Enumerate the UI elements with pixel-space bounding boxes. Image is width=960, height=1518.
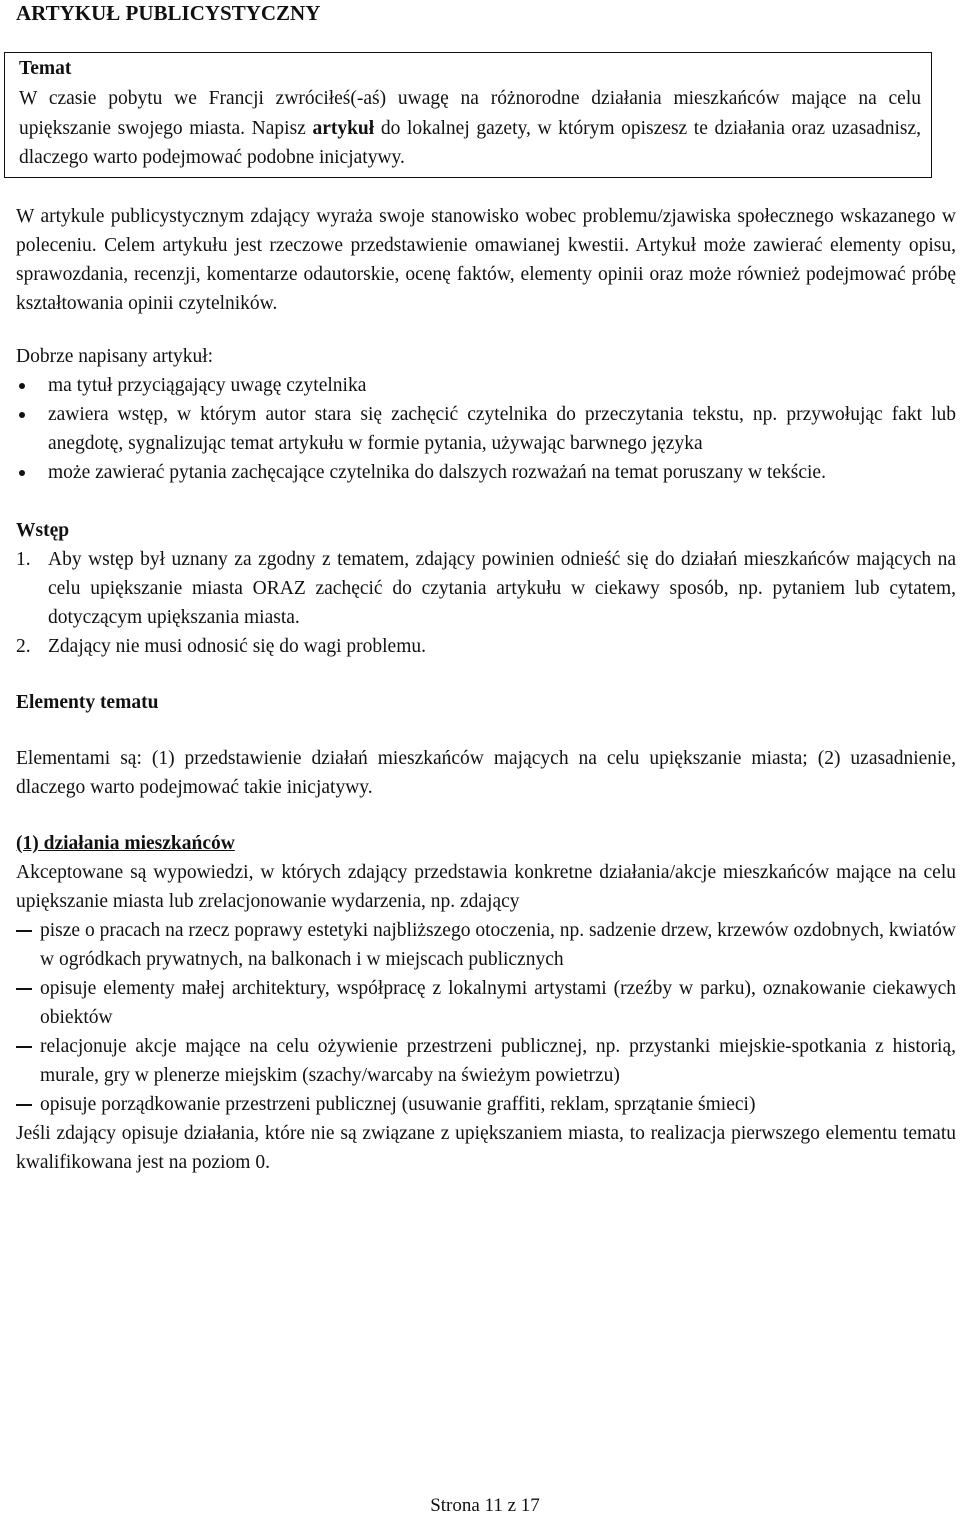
list-item-text: pisze o pracach na rzecz poprawy estetyki najbliższego otoczenia, np. sadzenie drzew, krzewów ozdobnych, kwiatów w ogródkach prywatnych, na balkonach i w miejscach publicznych [40, 920, 956, 970]
wstep-heading: Wstęp [16, 520, 70, 541]
list-item-text: ma tytuł przyciągający uwagę czytelnika [48, 375, 367, 396]
list-item-text: zawiera wstęp, w którym autor stara się zachęcić czytelnika do przeczytania tekstu, np. przywołując fakt lub anegdotę, sygnalizując temat artykułu w formie pytania, używając barwnego języka [48, 404, 956, 454]
list-item [16, 916, 956, 974]
list-item [16, 545, 956, 632]
list-item-text: opisuje porządkowanie przestrzeni publicznej (usuwanie graffiti, reklam, sprzątanie śmieci) [40, 1094, 756, 1115]
document-title: ARTYKUŁ PUBLICYSTYCZNY [16, 1, 321, 25]
wstep-list [16, 545, 956, 661]
document-page [16, 0, 956, 1177]
dzialania-list [16, 916, 956, 1119]
well-written-list [16, 371, 956, 487]
dzialania-intro: Akceptowane są wypowiedzi, w których zdający przedstawia konkretne działania/akcje mieszkańców mające na celu upiększanie miasta lub zrelacjonowanie wydarzenia, np. zdający [16, 862, 956, 912]
list-item-text: relacjonuje akcje mające na celu ożywienie przestrzeni publicznej, np. przystanki miejskie-spotkania z historią, murale, gry w plenerze miejskim (szachy/warcaby na świeżym powietrzu) [40, 1036, 956, 1086]
item-number: 1. [16, 549, 31, 570]
bullet-icon [19, 383, 25, 389]
list-item [16, 400, 956, 458]
dash-icon [16, 1046, 32, 1048]
dash-icon [16, 930, 32, 932]
list-item-text: Zdający nie musi odnosić się do wagi problemu. [48, 636, 427, 657]
bullet-icon [19, 412, 25, 418]
temat-text-bold: artykuł [312, 117, 375, 139]
temat-box [4, 52, 932, 178]
page-number: Strona 11 z 17 [430, 1495, 540, 1516]
dash-icon [16, 988, 32, 990]
temat-text [19, 84, 921, 173]
list-item-text: może zawierać pytania zachęcające czytelnika do dalszych rozważań na temat poruszany w tekście. [48, 462, 826, 483]
list-item [16, 371, 956, 400]
list-item [16, 458, 956, 487]
temat-heading: Temat [19, 58, 72, 79]
list-item [16, 974, 956, 1032]
dzialania-closing: Jeśli zdający opisuje działania, które nie są związane z upiększaniem miasta, to realizacja pierwszego elementu tematu kwalifikowana jest na poziom 0. [16, 1123, 956, 1173]
well-written-intro: Dobrze napisany artykuł: [16, 346, 214, 367]
item-number: 2. [16, 636, 31, 657]
dzialania-heading: (1) działania mieszkańców [16, 833, 235, 854]
dash-icon [16, 1104, 32, 1106]
temat-text-after: do lokalnej gazety, w którym opiszesz te działania oraz uzasadnisz, dlaczego warto podejmować podobne inicjatywy. [19, 117, 921, 168]
temat-text-before: W czasie pobytu we Francji zwróciłeś(-aś) uwagę na różnorodne działania mieszkańców mające na celu upiększanie swojego miasta. Napisz [19, 88, 921, 139]
list-item [16, 632, 956, 661]
list-item [16, 1090, 956, 1119]
list-item [16, 1032, 956, 1090]
list-item-text: Aby wstęp był uznany za zgodny z tematem, zdający powinien odnieść się do działań mieszkańców mających na celu upiększanie miasta ORAZ zachęcić do czytania artykułu w ciekawy sposób, np. pytaniem lub cytatem, dotyczącym upiększania miasta. [48, 549, 956, 628]
bullet-icon [19, 470, 25, 476]
elementy-heading: Elementy tematu [16, 692, 159, 713]
intro-paragraph: W artykule publicystycznym zdający wyraża swoje stanowisko wobec problemu/zjawiska społecznego wskazanego w poleceniu. Celem artykułu jest rzeczowe przedstawienie omawianej kwestii. Artykuł może zawierać elementy opisu, sprawozdania, recenzji, komentarze odautorskie, ocenę faktów, elementy opinii oraz może również podejmować próbę kształtowania opinii czytelników. [16, 206, 956, 314]
elementy-text: Elementami są: (1) przedstawienie działań mieszkańców mających na celu upiększanie miasta; (2) uzasadnienie, dlaczego warto podejmować takie inicjatywy. [16, 748, 956, 798]
list-item-text: opisuje elementy małej architektury, współpracę z lokalnymi artystami (rzeźby w parku), oznakowanie ciekawych obiektów [40, 978, 956, 1028]
